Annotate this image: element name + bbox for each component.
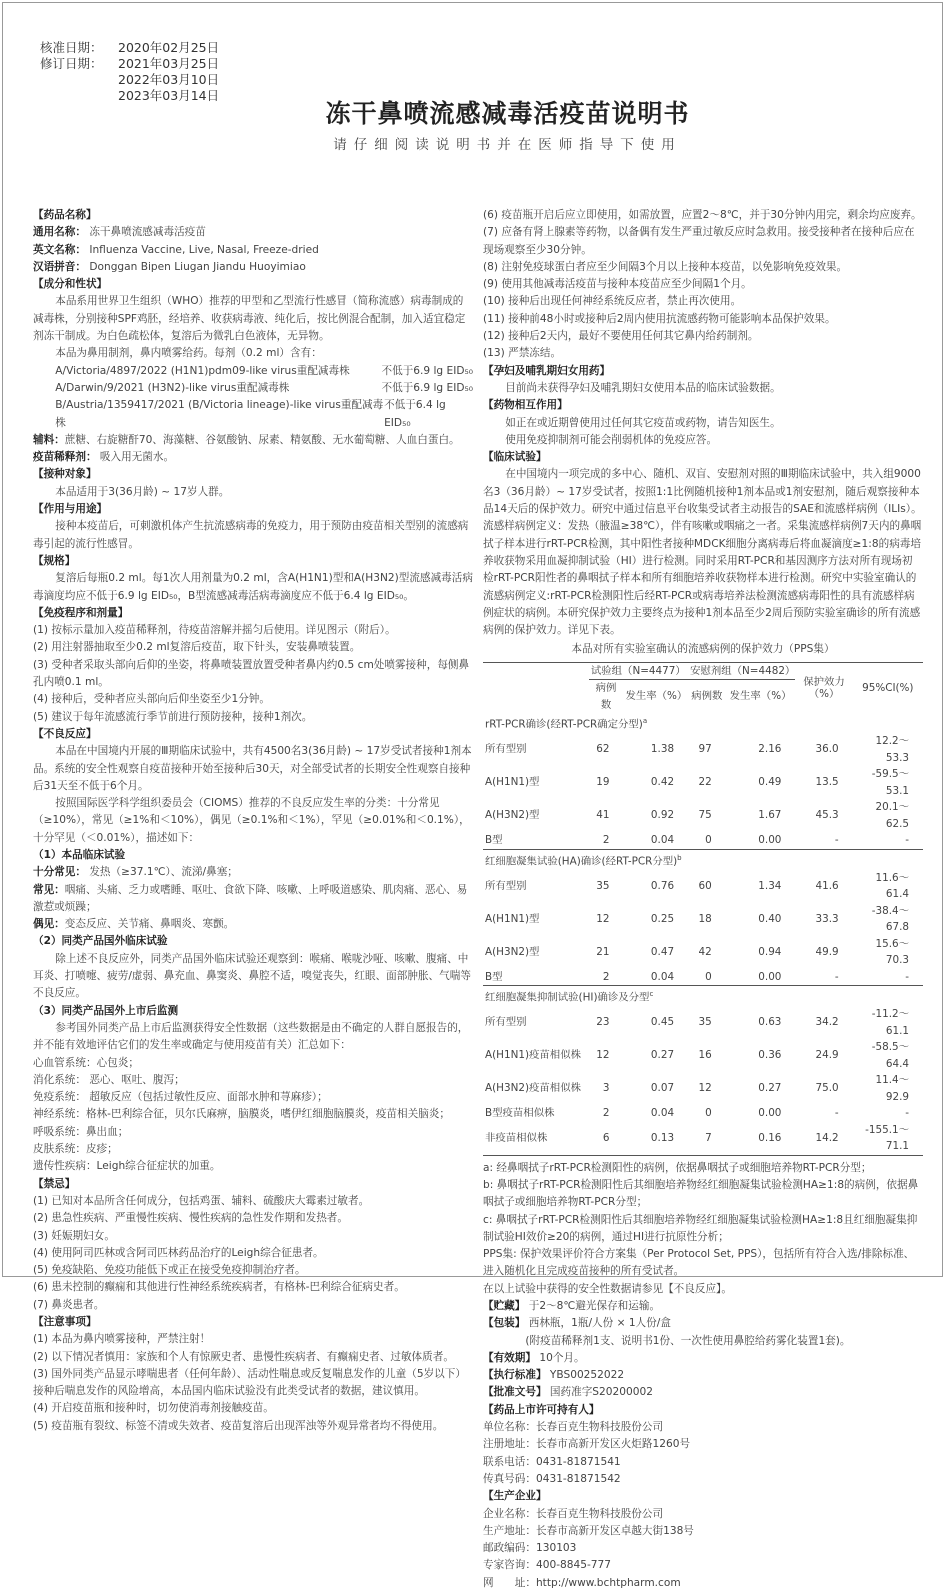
text-line: 联系电话：0431-81871541 bbox=[483, 1455, 621, 1468]
header-cases: 病例数 bbox=[691, 690, 723, 703]
cell-value: 0.00 bbox=[758, 970, 782, 983]
text-line: (2) 以下情况者慎用：家族和个人有惊厥史者、患慢性疾病者、有癫痫史者、过敏体质者。 bbox=[33, 1350, 454, 1363]
table-row bbox=[483, 733, 923, 766]
strain-row bbox=[33, 397, 473, 432]
text-line: 免疫系统： 超敏反应（包括过敏性反应、面部水肿和荨麻疹）； bbox=[33, 1091, 328, 1104]
cell-value: 0.25 bbox=[650, 912, 675, 925]
field-value: 发热（≥37.1℃）、流涕/鼻塞； bbox=[85, 866, 238, 879]
revision-date: 2023年03月14日 bbox=[118, 88, 220, 103]
cell-value: 19 bbox=[596, 776, 610, 789]
section-title bbox=[483, 986, 923, 1006]
row-label: B型 bbox=[485, 970, 503, 983]
cell-value: 2.16 bbox=[758, 743, 782, 756]
cell-value: 41.6 bbox=[815, 879, 839, 892]
text-line: (4) 使用阿司匹林或含阿司匹林药品治疗的Leigh综合征患者。 bbox=[33, 1246, 324, 1259]
cell-value: 0.27 bbox=[758, 1082, 782, 1095]
paragraph: 参考国外同类产品上市后监测获得安全性数据（这些数据是由不确定的人群自愿报告的，并不能有效地评估它们的发生率或确定与使用疫苗有关）汇总如下： bbox=[33, 1021, 469, 1052]
cell-value: 0.42 bbox=[650, 776, 675, 789]
text-line: 呼吸系统：鼻出血； bbox=[33, 1125, 129, 1138]
field-row bbox=[483, 1298, 923, 1315]
cell-value: 15.6～70.3 bbox=[875, 937, 909, 967]
cell-value: 33.3 bbox=[815, 912, 839, 925]
field-row bbox=[483, 1350, 923, 1367]
field-row bbox=[33, 259, 473, 276]
cell-value: - bbox=[905, 834, 909, 847]
section-heading: 【药品名称】 bbox=[33, 209, 97, 221]
subsection-heading: （1）本品临床试验 bbox=[33, 848, 126, 861]
table-section-header bbox=[483, 986, 923, 1006]
text-line: 生产地址：长春市高新开发区卓越大街138号 bbox=[483, 1524, 694, 1537]
document-title: 冻干鼻喷流感减毒活疫苗说明书 bbox=[325, 99, 690, 128]
header-test-group: 试验组（N=4477） bbox=[589, 662, 688, 680]
row-label: 所有型别 bbox=[485, 1016, 527, 1029]
row-label: A(H3N2)疫苗相似株 bbox=[485, 1082, 581, 1095]
section-heading: 【成分和性状】 bbox=[33, 278, 108, 291]
field-row bbox=[33, 864, 473, 881]
cell-value: 20.1～62.5 bbox=[875, 801, 909, 830]
text-line: (5) 疫苗瓶有裂纹、标签不清或失效者、疫苗复溶后出现浑浊等外观异常者均不得使用。 bbox=[33, 1419, 444, 1432]
cell-value: 41 bbox=[596, 809, 610, 822]
left-column bbox=[33, 207, 473, 1435]
cell-value: 0.13 bbox=[650, 1131, 675, 1144]
cell-value: 24.9 bbox=[815, 1049, 839, 1062]
subsection-heading: （3）同类产品国外上市后监测 bbox=[33, 1004, 179, 1017]
header-rate: 发生率（%） bbox=[625, 690, 688, 703]
cell-value: 60 bbox=[698, 879, 712, 892]
cell-value: -38.4～67.8 bbox=[871, 904, 909, 934]
paragraph: 目前尚未获得孕妇及哺乳期妇女使用本品的临床试验数据。 bbox=[505, 381, 781, 394]
strain-row bbox=[33, 380, 473, 397]
section-heading: 【生产企业】 bbox=[483, 1490, 547, 1503]
header-efficacy: 保护效力（%） bbox=[803, 675, 845, 700]
text-line: (6) 患未控制的癫痫和其他进行性神经系统疾病者，有格林-巴利综合征病史者。 bbox=[33, 1281, 405, 1294]
table-row bbox=[483, 799, 923, 832]
text-line: (7) 应备有肾上腺素等药物，以备偶有发生严重过敏反应时急救用。接受接种者在接种后应在现场观察至少30分钟。 bbox=[483, 226, 915, 256]
text-line: (3) 受种者采取头部向后仰的坐姿，将鼻喷装置放置受种者鼻内约0.5 cm处喷雾接种，每侧鼻孔内喷0.1 ml。 bbox=[33, 658, 470, 689]
field-label: 常见： bbox=[33, 883, 65, 896]
cell-value: 3 bbox=[602, 1082, 610, 1095]
cell-value: 0.00 bbox=[758, 834, 782, 847]
cell-value: 42 bbox=[698, 945, 712, 958]
section-heading: 【孕妇及哺乳期妇女用药】 bbox=[483, 364, 611, 377]
cell-value: 1.34 bbox=[758, 879, 782, 892]
cell-value: 97 bbox=[698, 743, 712, 756]
section-heading: 【作用与用途】 bbox=[33, 503, 108, 516]
right-column bbox=[483, 207, 923, 1592]
cell-value: -11.2～61.1 bbox=[871, 1008, 909, 1037]
revision-date: 2022年03月10日 bbox=[118, 72, 220, 87]
row-label: A(H1N1)疫苗相似株 bbox=[485, 1049, 581, 1062]
strain-titer: 不低于6.9 lg EID₅₀ bbox=[381, 381, 473, 394]
cell-value: 1.67 bbox=[758, 809, 782, 822]
row-label: B型 bbox=[485, 834, 503, 847]
table-row bbox=[483, 969, 923, 986]
section-title bbox=[483, 713, 923, 733]
section-heading: 【药物相互作用】 bbox=[483, 399, 568, 412]
text-line: (12) 接种后2天内，最好不要使用任何其它鼻内给药制剂。 bbox=[483, 330, 759, 343]
paragraph: 本品为鼻用制剂，鼻内喷雾给药。每剂（0.2 ml）含有： bbox=[55, 347, 322, 360]
section-heading: 【规格】 bbox=[33, 554, 76, 567]
cell-value: - bbox=[905, 1107, 909, 1120]
cell-value: 35 bbox=[698, 1016, 712, 1029]
field-row bbox=[33, 916, 473, 933]
footnote-marker: c bbox=[649, 990, 654, 999]
cell-value: 0.63 bbox=[758, 1016, 782, 1029]
cell-value: 0.07 bbox=[650, 1082, 675, 1095]
paragraph: 本品适用于3(36月龄) ~ 17岁人群。 bbox=[55, 485, 230, 498]
section-heading: 【临床试验】 bbox=[483, 451, 547, 464]
row-label: A(H3N2)型 bbox=[485, 945, 540, 958]
text-line: (5) 建议于每年流感流行季节前进行预防接种，接种1剂次。 bbox=[33, 710, 313, 723]
cell-value: 11.6～61.4 bbox=[875, 871, 909, 901]
table-row bbox=[483, 1105, 923, 1122]
field-label: 【有效期】 bbox=[483, 1351, 536, 1364]
cell-value: 0.92 bbox=[650, 809, 675, 822]
paragraph: 复溶后每瓶0.2 ml。每1次人用剂量为0.2 ml，含A(H1N1)型和A(H3N2)型流感减毒活病毒滴度均应不低于6.9 lg EID₅₀，B型流感减毒活病毒滴度应不低于6.4 lg EID₅₀。 bbox=[33, 572, 473, 602]
field-row bbox=[483, 1384, 923, 1401]
text-line: (9) 使用其他减毒活疫苗与接种本疫苗应至少间隔1个月。 bbox=[483, 278, 752, 291]
approval-date-label: 核准日期： bbox=[40, 40, 103, 55]
field-label: 通用名称： bbox=[33, 226, 86, 239]
cell-value: 21 bbox=[596, 945, 610, 958]
section-title-text: 红细胞凝集抑制试验(HI)确诊及分型 bbox=[485, 991, 650, 1004]
text-line: 网 址：http://www.bchtpharm.com bbox=[483, 1576, 681, 1589]
field-value: Influenza Vaccine, Live, Nasal, Freeze-dried bbox=[85, 243, 319, 256]
field-value: 蔗糖、右旋糖酐70、海藻糖、谷氨酸钠、尿素、精氨酸、无水葡萄糖、人血白蛋白。 bbox=[64, 433, 460, 446]
cell-value: -58.5～64.4 bbox=[871, 1041, 909, 1070]
field-row bbox=[483, 1367, 923, 1384]
paragraph: 本品系用世界卫生组织（WHO）推荐的甲型和乙型流行性感冒（简称流感）病毒制成的减毒株，分别接种SPF鸡胚，经培养、收获病毒液、纯化后，按比例混合配制，加入适宜稳定剂冻干制成。为白色疏松体，复溶后为微乳白色液体，无异物。 bbox=[33, 295, 466, 343]
cell-value: 0.00 bbox=[758, 1107, 782, 1120]
table-row bbox=[483, 870, 923, 903]
cell-value: 2 bbox=[602, 1107, 610, 1120]
cell-value: 12 bbox=[596, 912, 610, 925]
cell-value: 13.5 bbox=[815, 776, 839, 789]
text-line: (3) 妊娠期妇女。 bbox=[33, 1229, 115, 1242]
cell-value: - bbox=[834, 834, 839, 847]
cell-value: 0 bbox=[705, 970, 712, 983]
text-line: (1) 按标示量加入疫苗稀释剂，待疫苗溶解并摇匀后使用。详见图示（附后）。 bbox=[33, 624, 396, 637]
cell-value: -155.1～71.1 bbox=[865, 1123, 909, 1153]
field-value: 咽痛、头痛、乏力或嗜睡、呕吐、食欲下降、咳嗽、上呼吸道感染、肌肉痛、恶心、易激惹或烦躁； bbox=[33, 883, 468, 913]
cell-value: 34.2 bbox=[815, 1016, 839, 1029]
cell-value: 35 bbox=[596, 879, 610, 892]
field-label: 【贮藏】 bbox=[483, 1300, 526, 1312]
row-label: B型疫苗相似株 bbox=[485, 1107, 555, 1120]
text-line: (5) 免疫缺陷、免疫功能低下或正在接受免疫抑制治疗者。 bbox=[33, 1264, 306, 1277]
text-line: c: 鼻咽拭子rRT-PCR检测阳性后其细胞培养物经红细胞凝集试验检测HA≥1:8且红细胞凝集抑制试验HI效价≥20的病例，通过HI进行抗原性分析； bbox=[483, 1213, 918, 1243]
field-label: 【包装】 bbox=[483, 1317, 526, 1330]
row-label: 非疫苗相似株 bbox=[485, 1131, 548, 1144]
table-row bbox=[483, 1039, 923, 1072]
text-line: 消化系统： 恶心、呕吐、腹泻； bbox=[33, 1073, 185, 1086]
strain-name: A/Victoria/4897/2022 (H1N1)pdm09-like virus重配减毒株 bbox=[55, 364, 350, 377]
paragraph: 在中国境内一项完成的多中心、随机、双盲、安慰剂对照的Ⅲ期临床试验中，共入组9000名3（36月龄）~ 17岁受试者，按照1:1比例随机接种1剂本品或1剂安慰剂，随后观察接种本品14天后的保护效力。研究中通过信息平台收集受试者主动报告的SAE和流感样病例（ILIs）。流感样病例定义：发热（腋温≥38℃），伴有咳嗽或咽痛之一者。采集流感样病例7天内的鼻咽拭子样本进行rRT-PCR检测，其中阳性者接种MDCK细胞分离病毒后将血凝滴度≥1:8的病毒培养收获物采用血凝抑制试验（HI）进行检测。同时采用RT-PCR和基因测序方法对所有现场初检rRT-PCR阳性者的鼻咽拭子样本和所有细胞培养收获物样本进行检测。研究中实验室确认的流感病例定义:rRT-PCR检测阳性后经RT-PCR或病毒培养法检测流感病毒阳性的具有流感样病例症状的病例。本研究保护效力主要终点为接种1剂本品至少2周后预防实验室确诊的所有流感病例的保护效力。详见下表。 bbox=[483, 468, 922, 637]
table-section-header bbox=[483, 849, 923, 869]
field-label: 【执行标准】 bbox=[483, 1369, 547, 1382]
section-heading: 【接种对象】 bbox=[33, 468, 97, 481]
text-line: b: 鼻咽拭子rRT-PCR检测阳性后其细胞培养物经红细胞凝集试验检测HA≥1:8的病例，依据鼻咽拭子或细胞培养物RT-PCR分型； bbox=[483, 1178, 919, 1209]
table-row bbox=[483, 903, 923, 936]
text-line: (1) 本品为鼻内喷雾接种，严禁注射！ bbox=[33, 1333, 211, 1346]
cell-value: 16 bbox=[698, 1049, 712, 1062]
cell-value: 0.16 bbox=[758, 1131, 782, 1144]
text-line: 单位名称：长春百克生物科技股份公司 bbox=[483, 1421, 664, 1434]
field-row bbox=[33, 432, 473, 449]
text-line: 遗传性疾病：Leigh综合征症状的加重。 bbox=[33, 1160, 221, 1173]
cell-value: 0.45 bbox=[650, 1016, 675, 1029]
text-line: (10) 接种后出现任何神经系统反应者，禁止再次使用。 bbox=[483, 295, 742, 308]
section-heading: 【不良反应】 bbox=[33, 727, 97, 740]
header-rate: 发生率（%） bbox=[729, 690, 792, 703]
table-row bbox=[483, 1122, 923, 1156]
indented-line: (附疫苗稀释剂1支、说明书1份、一次性使用鼻腔给药雾化装置1套)。 bbox=[525, 1334, 851, 1347]
row-label: A(H3N2)型 bbox=[485, 809, 540, 822]
table-row bbox=[483, 1072, 923, 1105]
cell-value: 18 bbox=[698, 912, 712, 925]
cell-value: 2 bbox=[602, 970, 610, 983]
cell-value: 62 bbox=[596, 743, 610, 756]
text-line: (2) 患急性疾病、严重慢性疾病、慢性疾病的急性发作期和发热者。 bbox=[33, 1212, 348, 1225]
field-label: 【批准文号】 bbox=[483, 1386, 547, 1399]
cell-value: - bbox=[834, 970, 839, 983]
cell-value: 6 bbox=[602, 1131, 610, 1144]
subsection-heading: （2）同类产品国外临床试验 bbox=[33, 935, 168, 948]
text-line: (3) 国外同类产品显示哮喘患者（任何年龄）、活动性喘息或反复喘息发作的儿童（5岁以下）接种后喘息发作的风险增高，本品国内临床试验没有此类受试者的数据，建议慎用。 bbox=[33, 1367, 466, 1398]
paragraph: 如正在或近期曾使用过任何其它疫苗或药物，请告知医生。 bbox=[505, 416, 781, 429]
footnote-marker: a bbox=[642, 717, 648, 726]
field-label: 十分常见： bbox=[33, 866, 86, 879]
strain-titer: 不低于6.9 lg EID₅₀ bbox=[381, 364, 473, 377]
cell-value: 23 bbox=[596, 1016, 610, 1029]
cell-value: 0.27 bbox=[650, 1049, 675, 1062]
row-label: A(H1N1)型 bbox=[485, 912, 540, 925]
text-line: (13) 严禁冻结。 bbox=[483, 347, 562, 360]
strain-row bbox=[33, 363, 473, 380]
text-line: (7) 鼻炎患者。 bbox=[33, 1298, 105, 1311]
field-value: YBS00252022 bbox=[546, 1369, 625, 1382]
cell-value: 0.76 bbox=[650, 879, 675, 892]
field-row bbox=[33, 449, 473, 466]
text-line: 专家咨询：400-8845-777 bbox=[483, 1559, 612, 1572]
field-value: 西林瓶，1瓶/人份 × 1人份/盒 bbox=[525, 1317, 671, 1330]
cell-value: 0.47 bbox=[650, 945, 675, 958]
text-line: (8) 注射免疫球蛋白者应至少间隔3个月以上接种本疫苗，以免影响免疫效果。 bbox=[483, 260, 848, 273]
strain-name: B/Austria/1359417/2021 (B/Victoria lineage)-like virus重配减毒株 bbox=[55, 399, 384, 429]
table-row bbox=[483, 832, 923, 849]
section-heading: 【免疫程序和剂量】 bbox=[33, 606, 129, 619]
cell-value: -59.5～53.1 bbox=[871, 768, 909, 797]
paragraph: 接种本疫苗后，可刺激机体产生抗流感病毒的免疫力，用于预防由疫苗相关型别的流感病毒引起的流行性感冒。 bbox=[33, 520, 469, 550]
cell-value: 0.40 bbox=[758, 912, 782, 925]
field-value: 冻干鼻喷流感减毒活疫苗 bbox=[85, 226, 206, 239]
text-line: 邮政编码：130103 bbox=[483, 1542, 577, 1555]
row-label: A(H1N1)型 bbox=[485, 776, 540, 789]
text-line: 注册地址：长春市高新开发区火炬路1260号 bbox=[483, 1438, 691, 1451]
table-caption: 本品对所有实验室确认的流感病例的保护效力（PPS集） bbox=[571, 643, 835, 656]
cell-value: 1.38 bbox=[650, 743, 675, 756]
text-line: (11) 接种前48小时或接种后2周内使用抗流感药物可能影响本品保护效果。 bbox=[483, 312, 836, 325]
cell-value: 7 bbox=[705, 1131, 712, 1144]
text-line: 在以上试验中获得的安全性数据请参见【不良反应】。 bbox=[483, 1282, 732, 1295]
cell-value: 11.4～92.9 bbox=[875, 1074, 909, 1103]
cell-value: 0.04 bbox=[650, 1107, 675, 1120]
table-row bbox=[483, 936, 923, 969]
paragraph: 除上述不良反应外，同类产品国外临床试验还观察到：喉痛、喉咙沙哑、咳嗽、腹痛、中耳炎、打喷嚏、疲劳/虚弱、鼻充血、鼻窦炎、鼻腔不适，嗅觉丧失，红眼、面部肿胀、气喘等不良反应。 bbox=[33, 952, 471, 1000]
field-value: Donggan Bipen Liugan Jiandu Huoyimiao bbox=[85, 260, 306, 273]
cell-value: 0 bbox=[705, 834, 712, 847]
field-label: 疫苗稀释剂： bbox=[33, 451, 97, 464]
cell-value: 12 bbox=[698, 1082, 712, 1095]
cell-value: - bbox=[905, 970, 909, 983]
document-subtitle: 请仔细阅读说明书并在医师指导下使用 bbox=[333, 137, 682, 153]
revision-date-label: 修订日期： bbox=[40, 56, 103, 71]
field-label: 辅料： bbox=[33, 433, 65, 446]
cell-value: 0.49 bbox=[758, 776, 782, 789]
section-heading: 【注意事项】 bbox=[33, 1316, 97, 1328]
section-title bbox=[483, 849, 923, 869]
cell-value: 0.94 bbox=[758, 945, 782, 958]
cell-value: 12 bbox=[596, 1049, 610, 1062]
cell-value: 2 bbox=[602, 834, 610, 847]
cell-value: 22 bbox=[698, 776, 712, 789]
field-label: 英文名称： bbox=[33, 243, 86, 256]
cell-value: 0.36 bbox=[758, 1049, 782, 1062]
field-value: 10个月。 bbox=[535, 1351, 585, 1364]
field-value: 国药准字S20200002 bbox=[546, 1386, 653, 1399]
field-label: 偶见： bbox=[33, 918, 65, 931]
field-row bbox=[33, 882, 473, 917]
text-line: (6) 疫苗瓶开启后应立即使用，如需放置，应置2～8℃，并于30分钟内用完，剩余均应废弃。 bbox=[483, 209, 922, 221]
cell-value: 0.04 bbox=[650, 970, 675, 983]
text-line: (4) 开启疫苗瓶和接种时，切勿使消毒剂接触疫苗。 bbox=[33, 1402, 274, 1415]
row-label: 所有型别 bbox=[485, 743, 527, 756]
field-label: 汉语拼音： bbox=[33, 260, 86, 273]
field-row bbox=[483, 1315, 923, 1332]
text-line: 传真号码：0431-81871542 bbox=[483, 1472, 621, 1485]
strain-titer: 不低于6.4 lg EID₅₀ bbox=[384, 399, 446, 429]
strain-name: A/Darwin/9/2021 (H3N2)-like virus重配减毒株 bbox=[55, 381, 290, 394]
paragraph: 按照国际医学科学组织委员会（CIOMS）推荐的不良反应发生率的分类：十分常见（≥10%），常见（≥1%和＜10%），偶见（≥0.1%和＜1%），罕见（≥0.01%和＜0.1%），十分罕见（＜0.01%），描述如下： bbox=[33, 797, 470, 844]
text-line: (4) 接种后，受种者应头部向后仰坐姿至少1分钟。 bbox=[33, 693, 270, 706]
cell-value: 14.2 bbox=[815, 1131, 839, 1144]
cell-value: 0.04 bbox=[650, 834, 675, 847]
cell-value: - bbox=[834, 1107, 839, 1120]
field-value: 吸入用无菌水。 bbox=[96, 451, 175, 464]
revision-date: 2021年03月25日 bbox=[118, 56, 220, 71]
text-line: 神经系统：格林-巴利综合征，贝尔氏麻痹，脑膜炎，嗜伊红细胞脑膜炎，疫苗相关脑炎； bbox=[33, 1108, 450, 1121]
field-value: 于2～8℃避光保存和运输。 bbox=[525, 1300, 661, 1312]
table-row bbox=[483, 766, 923, 799]
section-heading: 【禁忌】 bbox=[33, 1177, 76, 1190]
paragraph: 本品在中国境内开展的Ⅲ期临床试验中，共有4500名3(36月龄) ~ 17岁受试者接种1剂本品。系统的安全性观察自疫苗接种开始至接种后30天，对全部受试者的长期安全性观察自接种后31天至不低于6个月。 bbox=[33, 745, 472, 792]
field-row bbox=[33, 242, 473, 259]
cell-value: 75 bbox=[698, 809, 712, 822]
section-title-text: 红细胞凝集试验(HA)确诊(经RT-PCR分型) bbox=[485, 855, 678, 868]
table-row bbox=[483, 1006, 923, 1039]
cell-value: 75.0 bbox=[815, 1082, 839, 1095]
text-line: PPS集: 保护效果评价符合方案集（Per Protocol Set, PPS），包括所有符合入选/排除标准、进入随机化且完成疫苗接种的所有受试者。 bbox=[483, 1248, 915, 1278]
section-heading: 【药品上市许可持有人】 bbox=[483, 1403, 600, 1416]
section-title-text: rRT-PCR确诊(经RT-PCR确定分型) bbox=[485, 718, 643, 731]
text-line: (2) 用注射器抽取至少0.2 ml复溶后疫苗，取下针头，安装鼻喷装置。 bbox=[33, 641, 361, 654]
text-line: a: 经鼻咽拭子rRT-PCR检测阳性的病例，依据鼻咽拭子或细胞培养物RT-PCR分型； bbox=[483, 1161, 872, 1174]
cell-value: 49.9 bbox=[815, 945, 839, 958]
text-line: 皮肤系统：皮疹； bbox=[33, 1143, 118, 1156]
cell-value: 12.2～53.3 bbox=[875, 735, 909, 764]
paragraph: 使用免疫抑制剂可能会削弱机体的免疫应答。 bbox=[505, 433, 718, 446]
footnote-marker: b bbox=[677, 853, 682, 862]
text-line: 企业名称：长春百克生物科技股份公司 bbox=[483, 1507, 664, 1520]
header-ci: 95%CI(%) bbox=[862, 681, 914, 694]
efficacy-table bbox=[483, 662, 923, 1156]
table-section-header bbox=[483, 713, 923, 733]
row-label: 所有型别 bbox=[485, 879, 527, 892]
field-value: 变态反应、关节痛、鼻咽炎、寒颤。 bbox=[64, 918, 235, 931]
field-row bbox=[33, 224, 473, 241]
approval-date: 2020年02月25日 bbox=[118, 40, 220, 55]
cell-value: 0 bbox=[705, 1107, 712, 1120]
text-line: (1) 已知对本品所含任何成分，包括鸡蛋、辅料、硫酸庆大霉素过敏者。 bbox=[33, 1194, 370, 1207]
cell-value: 36.0 bbox=[815, 743, 839, 756]
header-cases: 病例数 bbox=[595, 682, 617, 711]
text-line: 心血管系统：心包炎； bbox=[33, 1056, 139, 1069]
cell-value: 45.3 bbox=[815, 809, 839, 822]
header-placebo-group: 安慰剂组（N=4482） bbox=[688, 662, 795, 680]
